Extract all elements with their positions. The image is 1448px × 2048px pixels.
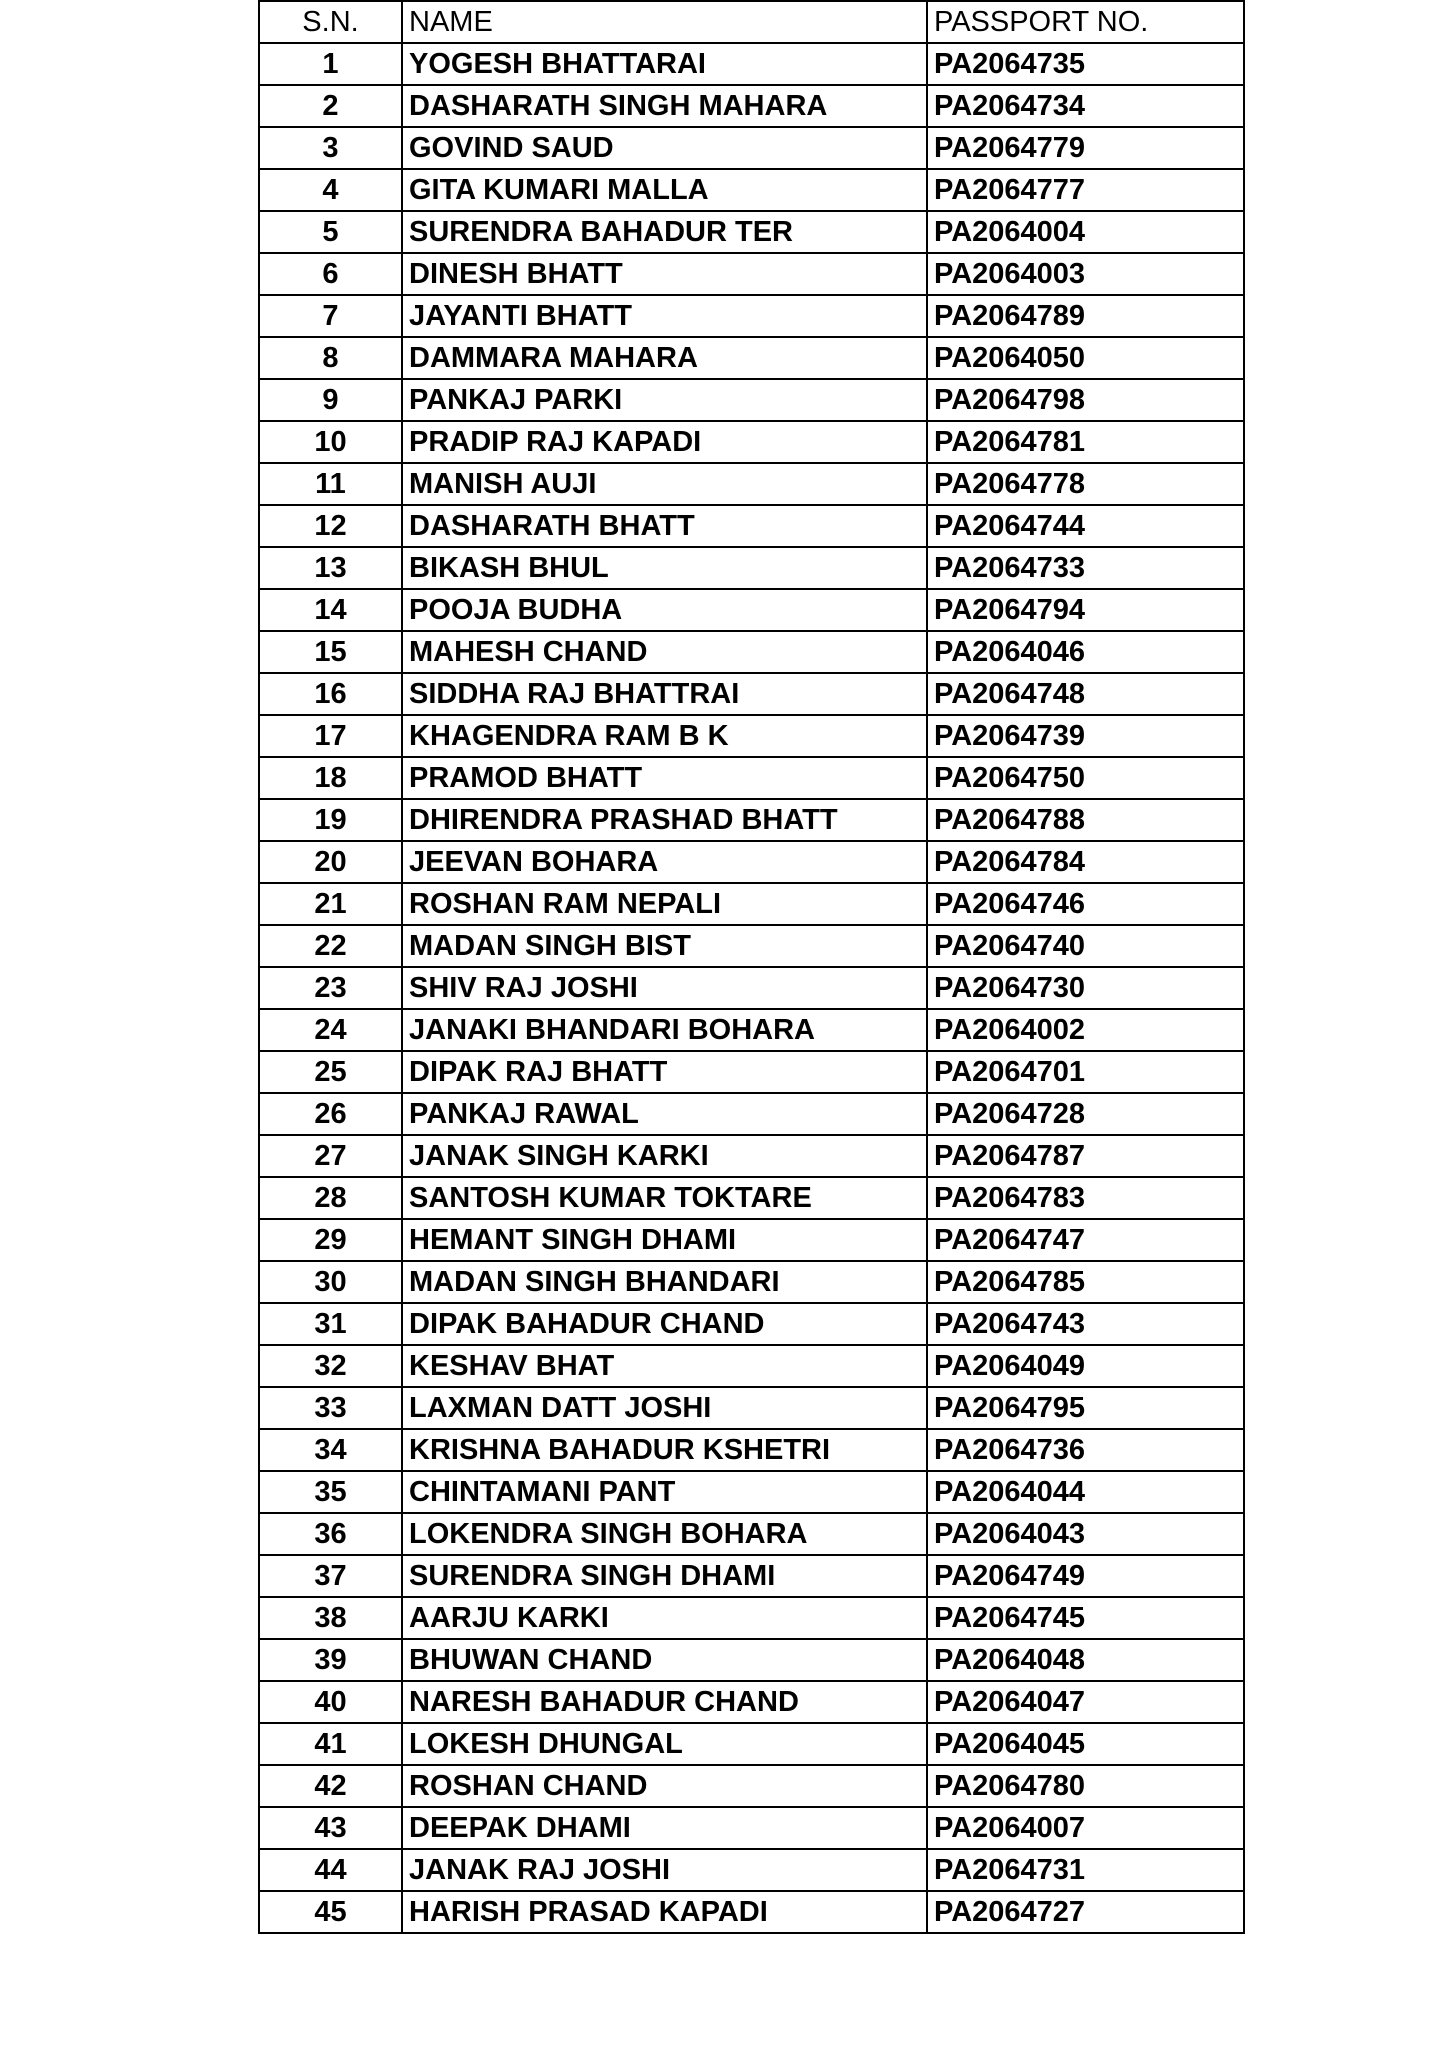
cell-passport: PA2064047: [927, 1681, 1244, 1723]
table-row: [259, 715, 1244, 757]
cell-name: KRISHNA BAHADUR KSHETRI: [402, 1429, 927, 1471]
cell-passport: PA2064050: [927, 337, 1244, 379]
cell-passport: PA2064004: [927, 211, 1244, 253]
cell-name: MADAN SINGH BIST: [402, 925, 927, 967]
cell-passport: PA2064727: [927, 1891, 1244, 1933]
table-row: [259, 1807, 1244, 1849]
header-row: [259, 1, 1244, 43]
table-row: [259, 1261, 1244, 1303]
cell-sn: 29: [259, 1219, 402, 1261]
cell-name: CHINTAMANI PANT: [402, 1471, 927, 1513]
cell-sn: 10: [259, 421, 402, 463]
cell-passport: PA2064784: [927, 841, 1244, 883]
cell-name: MANISH AUJI: [402, 463, 927, 505]
cell-name: SANTOSH KUMAR TOKTARE: [402, 1177, 927, 1219]
cell-passport: PA2064749: [927, 1555, 1244, 1597]
cell-name: LOKENDRA SINGH BOHARA: [402, 1513, 927, 1555]
cell-passport: PA2064002: [927, 1009, 1244, 1051]
cell-passport: PA2064777: [927, 169, 1244, 211]
cell-passport: PA2064748: [927, 673, 1244, 715]
table-row: [259, 757, 1244, 799]
cell-name: LAXMAN DATT JOSHI: [402, 1387, 927, 1429]
cell-sn: 19: [259, 799, 402, 841]
table-row: [259, 967, 1244, 1009]
cell-passport: PA2064046: [927, 631, 1244, 673]
cell-name: SIDDHA RAJ BHATTRAI: [402, 673, 927, 715]
cell-name: KHAGENDRA RAM B K: [402, 715, 927, 757]
table-row: [259, 1135, 1244, 1177]
cell-name: LOKESH DHUNGAL: [402, 1723, 927, 1765]
table-row: [259, 799, 1244, 841]
table-row: [259, 1387, 1244, 1429]
cell-sn: 17: [259, 715, 402, 757]
table-row: [259, 925, 1244, 967]
cell-sn: 32: [259, 1345, 402, 1387]
table-row: [259, 253, 1244, 295]
cell-name: PRAMOD BHATT: [402, 757, 927, 799]
cell-passport: PA2064747: [927, 1219, 1244, 1261]
cell-sn: 18: [259, 757, 402, 799]
cell-passport: PA2064779: [927, 127, 1244, 169]
cell-passport: PA2064730: [927, 967, 1244, 1009]
cell-passport: PA2064783: [927, 1177, 1244, 1219]
table-row: [259, 1723, 1244, 1765]
cell-sn: 23: [259, 967, 402, 1009]
cell-name: DIPAK BAHADUR CHAND: [402, 1303, 927, 1345]
table-row: [259, 337, 1244, 379]
cell-name: SURENDRA SINGH DHAMI: [402, 1555, 927, 1597]
table-header: [259, 1, 1244, 43]
cell-passport: PA2064701: [927, 1051, 1244, 1093]
cell-passport: PA2064734: [927, 85, 1244, 127]
cell-sn: 8: [259, 337, 402, 379]
cell-name: YOGESH BHATTARAI: [402, 43, 927, 85]
cell-sn: 15: [259, 631, 402, 673]
cell-sn: 41: [259, 1723, 402, 1765]
cell-name: MADAN SINGH BHANDARI: [402, 1261, 927, 1303]
cell-name: DAMMARA MAHARA: [402, 337, 927, 379]
cell-name: JAYANTI BHATT: [402, 295, 927, 337]
table-row: [259, 1681, 1244, 1723]
cell-name: JANAK RAJ JOSHI: [402, 1849, 927, 1891]
cell-name: JEEVAN BOHARA: [402, 841, 927, 883]
cell-sn: 4: [259, 169, 402, 211]
cell-passport: PA2064003: [927, 253, 1244, 295]
cell-passport: PA2064740: [927, 925, 1244, 967]
table-row: [259, 1303, 1244, 1345]
table-row: [259, 1849, 1244, 1891]
cell-passport: PA2064048: [927, 1639, 1244, 1681]
cell-sn: 12: [259, 505, 402, 547]
cell-sn: 5: [259, 211, 402, 253]
cell-name: PRADIP RAJ KAPADI: [402, 421, 927, 463]
cell-passport: PA2064045: [927, 1723, 1244, 1765]
cell-name: JANAKI BHANDARI BOHARA: [402, 1009, 927, 1051]
cell-passport: PA2064007: [927, 1807, 1244, 1849]
cell-passport: PA2064736: [927, 1429, 1244, 1471]
table-row: [259, 1555, 1244, 1597]
cell-sn: 44: [259, 1849, 402, 1891]
table-row: [259, 295, 1244, 337]
cell-passport: PA2064789: [927, 295, 1244, 337]
cell-sn: 28: [259, 1177, 402, 1219]
cell-name: POOJA BUDHA: [402, 589, 927, 631]
header-sn: S.N.: [259, 1, 402, 43]
cell-passport: PA2064798: [927, 379, 1244, 421]
cell-passport: PA2064781: [927, 421, 1244, 463]
cell-name: SURENDRA BAHADUR TER: [402, 211, 927, 253]
cell-sn: 7: [259, 295, 402, 337]
cell-sn: 39: [259, 1639, 402, 1681]
cell-passport: PA2064743: [927, 1303, 1244, 1345]
cell-name: DHIRENDRA PRASHAD BHATT: [402, 799, 927, 841]
cell-sn: 35: [259, 1471, 402, 1513]
cell-sn: 36: [259, 1513, 402, 1555]
header-name: NAME: [402, 1, 927, 43]
table-row: [259, 1051, 1244, 1093]
cell-name: DINESH BHATT: [402, 253, 927, 295]
cell-name: DASHARATH BHATT: [402, 505, 927, 547]
cell-name: MAHESH CHAND: [402, 631, 927, 673]
cell-name: BHUWAN CHAND: [402, 1639, 927, 1681]
table-row: [259, 43, 1244, 85]
cell-passport: PA2064728: [927, 1093, 1244, 1135]
table-row: [259, 421, 1244, 463]
cell-sn: 16: [259, 673, 402, 715]
table-row: [259, 211, 1244, 253]
cell-sn: 22: [259, 925, 402, 967]
cell-sn: 27: [259, 1135, 402, 1177]
cell-sn: 30: [259, 1261, 402, 1303]
cell-sn: 42: [259, 1765, 402, 1807]
table-row: [259, 841, 1244, 883]
table-row: [259, 1513, 1244, 1555]
table-row: [259, 883, 1244, 925]
table-row: [259, 463, 1244, 505]
table-row: [259, 631, 1244, 673]
cell-name: PANKAJ PARKI: [402, 379, 927, 421]
table-row: [259, 1177, 1244, 1219]
table-row: [259, 1471, 1244, 1513]
cell-passport: PA2064044: [927, 1471, 1244, 1513]
cell-sn: 33: [259, 1387, 402, 1429]
cell-name: KESHAV BHAT: [402, 1345, 927, 1387]
table-row: [259, 505, 1244, 547]
cell-name: DIPAK RAJ BHATT: [402, 1051, 927, 1093]
cell-passport: PA2064750: [927, 757, 1244, 799]
cell-sn: 13: [259, 547, 402, 589]
cell-name: HEMANT SINGH DHAMI: [402, 1219, 927, 1261]
cell-passport: PA2064043: [927, 1513, 1244, 1555]
cell-passport: PA2064794: [927, 589, 1244, 631]
cell-passport: PA2064739: [927, 715, 1244, 757]
cell-passport: PA2064731: [927, 1849, 1244, 1891]
table-row: [259, 1639, 1244, 1681]
cell-sn: 31: [259, 1303, 402, 1345]
cell-name: PANKAJ RAWAL: [402, 1093, 927, 1135]
table-body: [259, 43, 1244, 1933]
cell-passport: PA2064785: [927, 1261, 1244, 1303]
cell-passport: PA2064735: [927, 43, 1244, 85]
cell-sn: 11: [259, 463, 402, 505]
table-row: [259, 1765, 1244, 1807]
cell-sn: 9: [259, 379, 402, 421]
cell-sn: 6: [259, 253, 402, 295]
cell-name: GITA KUMARI MALLA: [402, 169, 927, 211]
cell-name: ROSHAN CHAND: [402, 1765, 927, 1807]
cell-passport: PA2064778: [927, 463, 1244, 505]
cell-sn: 38: [259, 1597, 402, 1639]
cell-sn: 25: [259, 1051, 402, 1093]
table-row: [259, 673, 1244, 715]
table-row: [259, 589, 1244, 631]
cell-name: DEEPAK DHAMI: [402, 1807, 927, 1849]
cell-passport: PA2064744: [927, 505, 1244, 547]
cell-passport: PA2064745: [927, 1597, 1244, 1639]
table-row: [259, 1009, 1244, 1051]
cell-sn: 1: [259, 43, 402, 85]
table-row: [259, 1891, 1244, 1933]
table-row: [259, 379, 1244, 421]
table-row: [259, 1093, 1244, 1135]
table-row: [259, 1597, 1244, 1639]
cell-sn: 20: [259, 841, 402, 883]
cell-sn: 37: [259, 1555, 402, 1597]
cell-sn: 2: [259, 85, 402, 127]
cell-sn: 26: [259, 1093, 402, 1135]
cell-passport: PA2064049: [927, 1345, 1244, 1387]
cell-sn: 21: [259, 883, 402, 925]
table-row: [259, 547, 1244, 589]
cell-sn: 40: [259, 1681, 402, 1723]
cell-name: DASHARATH SINGH MAHARA: [402, 85, 927, 127]
cell-name: HARISH PRASAD KAPADI: [402, 1891, 927, 1933]
cell-passport: PA2064795: [927, 1387, 1244, 1429]
cell-name: ROSHAN RAM NEPALI: [402, 883, 927, 925]
cell-passport: PA2064788: [927, 799, 1244, 841]
cell-sn: 45: [259, 1891, 402, 1933]
table-row: [259, 1345, 1244, 1387]
cell-name: SHIV RAJ JOSHI: [402, 967, 927, 1009]
cell-sn: 43: [259, 1807, 402, 1849]
cell-sn: 3: [259, 127, 402, 169]
cell-name: BIKASH BHUL: [402, 547, 927, 589]
cell-sn: 14: [259, 589, 402, 631]
cell-passport: PA2064787: [927, 1135, 1244, 1177]
passport-list-table: [258, 0, 1245, 1934]
cell-passport: PA2064746: [927, 883, 1244, 925]
cell-passport: PA2064733: [927, 547, 1244, 589]
table-row: [259, 169, 1244, 211]
table-row: [259, 1429, 1244, 1471]
cell-sn: 24: [259, 1009, 402, 1051]
table-row: [259, 127, 1244, 169]
cell-passport: PA2064780: [927, 1765, 1244, 1807]
header-passport: PASSPORT NO.: [927, 1, 1244, 43]
cell-name: NARESH BAHADUR CHAND: [402, 1681, 927, 1723]
cell-name: GOVIND SAUD: [402, 127, 927, 169]
cell-sn: 34: [259, 1429, 402, 1471]
table-row: [259, 1219, 1244, 1261]
cell-name: AARJU KARKI: [402, 1597, 927, 1639]
table-row: [259, 85, 1244, 127]
cell-name: JANAK SINGH KARKI: [402, 1135, 927, 1177]
